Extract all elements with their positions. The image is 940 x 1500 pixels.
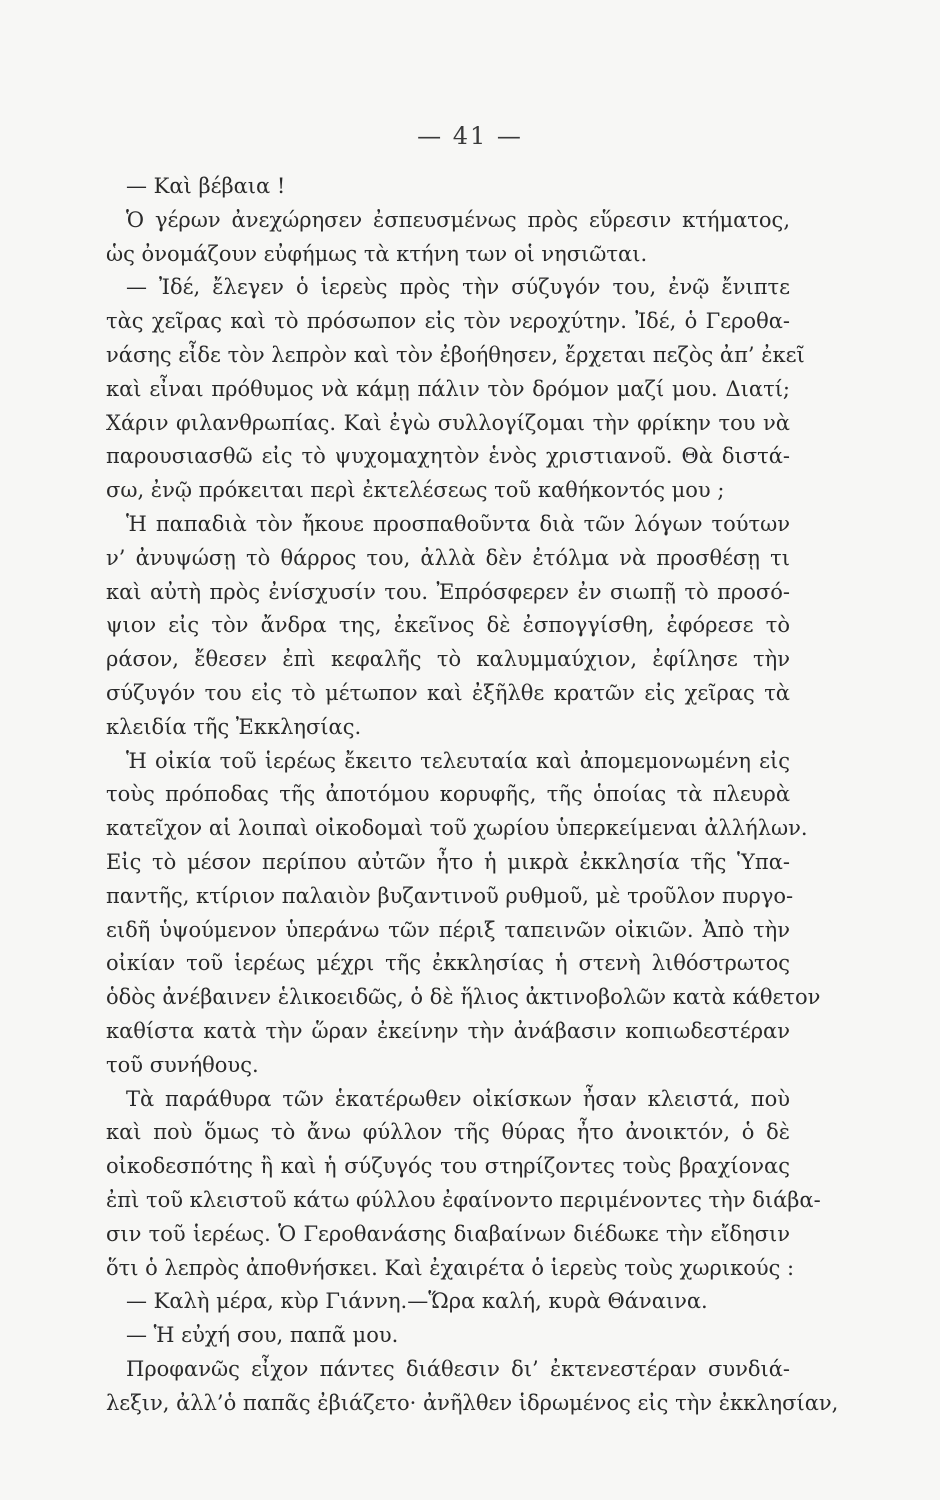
text-line: ψιον εἰς τὸν ἄνδρα της, ἐκεῖνος δὲ ἐσπογγίσθη, ἐφόρεσε τὸ bbox=[106, 613, 790, 638]
text-line: ράσον, ἔθεσεν ἐπὶ κεφαλῆς τὸ καλυμμαύχιον, ἐφίλησε τὴν bbox=[106, 647, 790, 672]
text-line: σιν τοῦ ἱερέως. Ὁ Γεροθανάσης διαβαίνων διέδωκε τὴν εἴδησιν bbox=[106, 1221, 790, 1246]
text-line: Χάριν φιλανθρωπίας. Καὶ ἐγὼ συλλογίζομαι τὴν φρίκην του νὰ bbox=[106, 410, 790, 435]
text-line: — Ἡ εὐχή σου, παπᾶ μου. bbox=[126, 1323, 399, 1348]
text-line: ειδῆ ὑψούμενον ὑπεράνω τῶν πέριξ ταπεινῶν οἰκιῶν. Ἀπὸ τὴν bbox=[106, 917, 790, 942]
text-line: ἐπὶ τοῦ κλειστοῦ κάτω φύλλου ἐφαίνοντο περιμένοντες τὴν διάβα- bbox=[106, 1187, 821, 1212]
text-line: οἰκοδεσπότης ἢ καὶ ἡ σύζυγός του στηρίζοντες τοὺς βραχίονας bbox=[106, 1154, 790, 1179]
text-line: Εἰς τὸ μέσον περίπου αὐτῶν ἦτο ἡ μικρὰ ἐκκλησία τῆς Ὑπα- bbox=[106, 849, 790, 874]
body-text bbox=[106, 170, 839, 1420]
text-line: — Καλὴ μέρα, κὺρ Γιάννη.—Ὥρα καλή, κυρὰ Θάναινα. bbox=[126, 1289, 708, 1314]
text-line: παρουσιασθῶ εἰς τὸ ψυχομαχητὸν ἑνὸς χριστιανοῦ. Θὰ διστά- bbox=[106, 444, 790, 469]
text-line: κατεῖχον αἱ λοιπαὶ οἰκοδομαὶ τοῦ χωρίου ὑπερκείμεναι ἀλλήλων. bbox=[106, 816, 808, 841]
text-line: Προφανῶς εἶχον πάντες διάθεσιν δι’ ἐκτενεστέραν συνδιά- bbox=[126, 1356, 790, 1381]
text-line: κλειδία τῆς Ἐκκλησίας. bbox=[106, 714, 362, 739]
text-line: οἰκίαν τοῦ ἱερέως μέχρι τῆς ἐκκλησίας ἡ στενὴ λιθόστρωτος bbox=[106, 951, 790, 976]
text-line: τοὺς πρόποδας τῆς ἀποτόμου κορυφῆς, τῆς ὁποίας τὰ πλευρὰ bbox=[106, 782, 790, 807]
text-line: παντῆς, κτίριον παλαιὸν βυζαντινοῦ ρυθμοῦ, μὲ τροῦλον πυργο- bbox=[106, 883, 794, 908]
text-line: λεξιν, ἀλλ’ὁ παπᾶς ἐβιάζετο· ἀνῆλθεν ἱδρωμένος εἰς τὴν ἐκκλησίαν, bbox=[106, 1390, 839, 1415]
text-line: καὶ ποὺ ὅμως τὸ ἄνω φύλλον τῆς θύρας ἦτο ἀνοικτόν, ὁ δὲ bbox=[106, 1120, 790, 1145]
text-line: — Ἰδέ, ἔλεγεν ὁ ἱερεὺς πρὸς τὴν σύζυγόν του, ἐνῷ ἔνιπτε bbox=[126, 275, 790, 300]
text-line: Ὁ γέρων ἀνεχώρησεν ἐσπευσμένως πρὸς εὕρεσιν κτήματος, bbox=[126, 207, 790, 232]
text-line: σύζυγόν του εἰς τὸ μέτωπον καὶ ἐξῆλθε κρατῶν εἰς χεῖρας τὰ bbox=[106, 680, 790, 705]
text-line: ὁδὸς ἀνέβαινεν ἑλικοειδῶς, ὁ δὲ ἥλιος ἀκτινοβολῶν κατὰ κάθετον bbox=[106, 985, 821, 1010]
text-line: Τὰ παράθυρα τῶν ἑκατέρωθεν οἰκίσκων ἦσαν κλειστά, ποὺ bbox=[126, 1086, 790, 1111]
text-line: ὡς ὀνομάζουν εὐφήμως τὰ κτήνη των οἱ νησιῶται. bbox=[106, 241, 648, 266]
text-line: Ἡ παπαδιὰ τὸν ἤκουε προσπαθοῦντα διὰ τῶν λόγων τούτων bbox=[126, 511, 790, 536]
text-line: ὅτι ὁ λεπρὸς ἀποθνήσκει. Καὶ ἐχαιρέτα ὁ ἱερεὺς τοὺς χωρικούς : bbox=[106, 1255, 795, 1280]
text-line: τοῦ συνήθους. bbox=[106, 1052, 259, 1077]
text-line: σω, ἐνῷ πρόκειται περὶ ἐκτελέσεως τοῦ καθήκοντός μου ; bbox=[106, 478, 725, 503]
text-line: νάσης εἶδε τὸν λεπρὸν καὶ τὸν ἐβοήθησεν, ἔρχεται πεζὸς ἀπ’ ἐκεῖ bbox=[106, 342, 805, 367]
text-line: καὶ εἶναι πρόθυμος νὰ κάμῃ πάλιν τὸν δρόμον μαζί μου. Διατί; bbox=[106, 376, 790, 401]
text-line: Ἡ οἰκία τοῦ ἱερέως ἔκειτο τελευταία καὶ ἀπομεμονωμένη εἰς bbox=[126, 748, 790, 773]
text-line: καὶ αὐτὴ πρὸς ἐνίσχυσίν του. Ἐπρόσφερεν ἐν σιωπῇ τὸ προσό- bbox=[106, 579, 790, 604]
text-line: — Καὶ βέβαια ! bbox=[126, 174, 286, 198]
text-line: τὰς χεῖρας καὶ τὸ πρόσωπον εἰς τὸν νεροχύτην. Ἰδέ, ὁ Γεροθα- bbox=[106, 309, 790, 334]
page-number: — 41 — bbox=[417, 122, 523, 150]
text-line: ν’ ἀνυψώσῃ τὸ θάρρος του, ἀλλὰ δὲν ἐτόλμα νὰ προσθέσῃ τι bbox=[106, 545, 790, 570]
text-line: καθίστα κατὰ τὴν ὥραν ἐκείνην τὴν ἀνάβασιν κοπιωδεστέραν bbox=[106, 1018, 790, 1043]
